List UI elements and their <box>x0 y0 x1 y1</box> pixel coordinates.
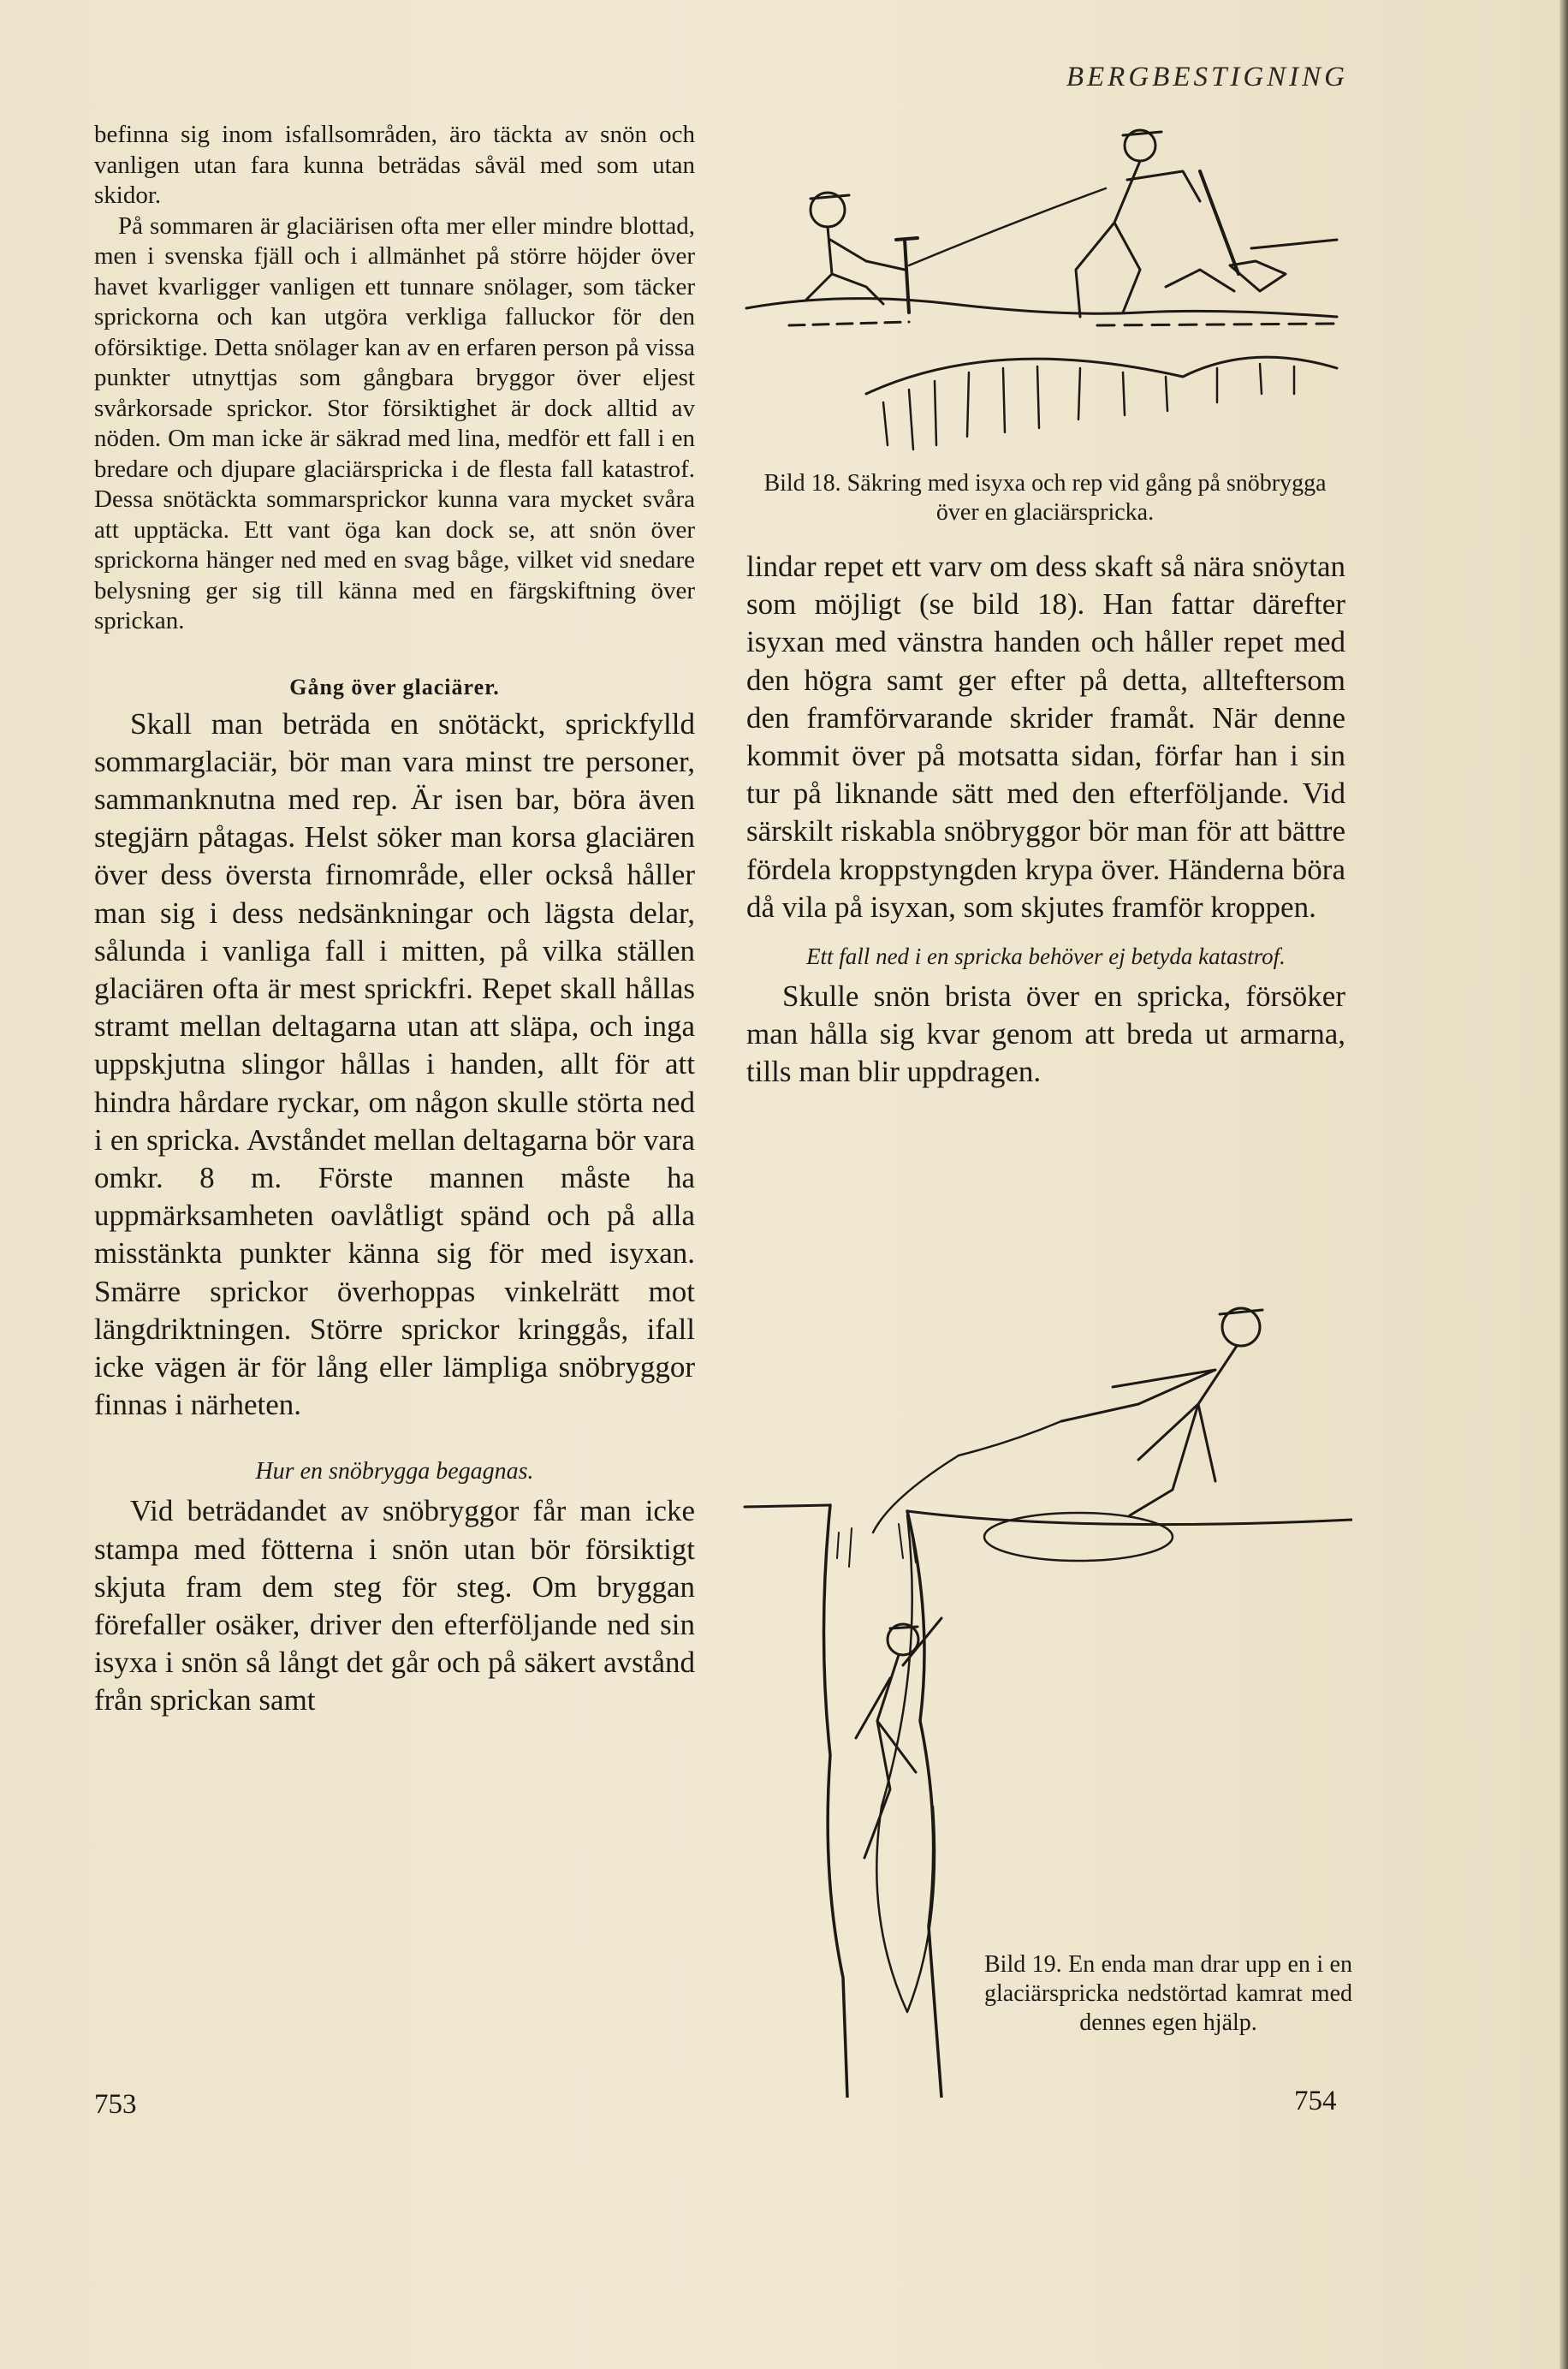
page-number-left: 753 <box>94 2089 137 2120</box>
figure-18-drawing <box>738 120 1354 462</box>
page-edge-shadow <box>1559 0 1568 2369</box>
glacier-paragraph: Skall man beträda en snötäckt, sprickfylld sommarglaciär, bör man vara minst tre personer, sammanknutna med rep. Är isen bar, böra även stegjärn påtagas. Helst söker man korsa glaciären över dess översta firnområde, eller också håller man sig i dess nedsänkningar och lägsta delar, sålunda i vanliga fall i mitten, på vilka ställen glaciären ofta är mest sprickfri. Repet skall hållas stramt mellan deltagarna utan att släpa, och inga uppskjutna slingor hållas i handen, allt för att hindra hårdare ryckar, om någon skulle störta ned i en spricka. Avståndet mellan deltagarna bör vara omkr. 8 m. Förste mannen måste ha uppmärksamheten oavlåtligt spänd och på alla misstänkta punkter känna sig för med isyxan. Smärre sprickor överhoppas vinkelrätt mot längdriktningen. Större sprickor kringgås, ifall icke vägen är för lång eller lämpliga snöbryggor finnas i närheten. <box>94 706 695 1422</box>
figure-19-caption: Bild 19. En enda man drar upp en i en glaciärspricka nedstörtad kamrat med dennes egen hjälp. <box>984 1951 1352 2036</box>
snowbridge-paragraph: Vid beträdandet av snöbryggor får man icke stampa med fötterna i snön utan bör försiktigt skjuta fram dem steg för steg. Om bryggan förefaller osäker, driver den efterföljande ned sin isyxa i snön så långt det går och på säkert avstånd från sprickan samt <box>94 1494 695 1717</box>
intro-paragraph-1: befinna sig inom isfallsområden, äro täckta av snön och vanligen utan fara kunna beträdas såväl med som utan skidor. <box>94 121 695 209</box>
intro-paragraph-2: På sommaren är glaciärisen ofta mer eller mindre blottad, men i svenska fjäll och i allmänhet på större höjder över havet kvarligger vanligen ett tunnare snölager, som täcker sprickorna och kan utgöra verkliga falluckor för den oförsiktige. Detta snölager kan av en erfaren person på vissa punkter utnyttjas som gångbara bryggor över eljest svårkorsade sprickor. Stor försiktighet är dock alltid av nöden. Om man icke är säkrad med lina, medför ett fall i en bredare och djupare glaciärspricka i de flesta fall katastrof. Dessa snötäckta sommarsprickor kunna vara mycket svåra att upptäcka. Ett vant öga kan dock se, att snön över sprickorna hänger ned med en svag båge, vilket vid snedare belysning ger sig till känna med en färgskiftning över sprickan. <box>94 211 695 634</box>
page-number-right: 754 <box>1294 2086 1337 2116</box>
subheading-snowbridge: Hur en snöbrygga begagnas. <box>255 1458 534 1485</box>
right-column <box>746 548 1345 1092</box>
running-head: BERGBESTIGNING <box>1066 62 1348 92</box>
left-column <box>94 120 695 1720</box>
continuation-paragraph: lindar repet ett varv om dess skaft så nära snöytan som möjligt (se bild 18). Han fattar därefter isyxan med vänstra handen och håller repet med den högra samt ger efter på detta, allteftersom den framförvarande skrider framåt. När denne kommit över på motsatta sidan, förfar han i sin tur på liknande sätt med den efterföljande. Vid särskilt riskabla snöbryggor bör man för att bättre fördela kroppstyngden krypa över. Händerna böra då vila på isyxan, som skjutes framför kroppen. <box>746 550 1345 924</box>
subheading-glaciers: Gång över glaciärer. <box>289 674 500 699</box>
subheading-fall: Ett fall ned i en spricka behöver ej betyda katastrof. <box>806 943 1286 970</box>
figure-18-caption: Bild 18. Säkring med isyxa och rep vid gång på snöbrygga över en glaciärspricka. <box>763 470 1327 526</box>
fall-paragraph: Skulle snön brista över en spricka, försöker man hålla sig kvar genom att breda ut armarna, tills man blir uppdragen. <box>746 979 1345 1089</box>
figure-18-illustration <box>738 120 1354 462</box>
